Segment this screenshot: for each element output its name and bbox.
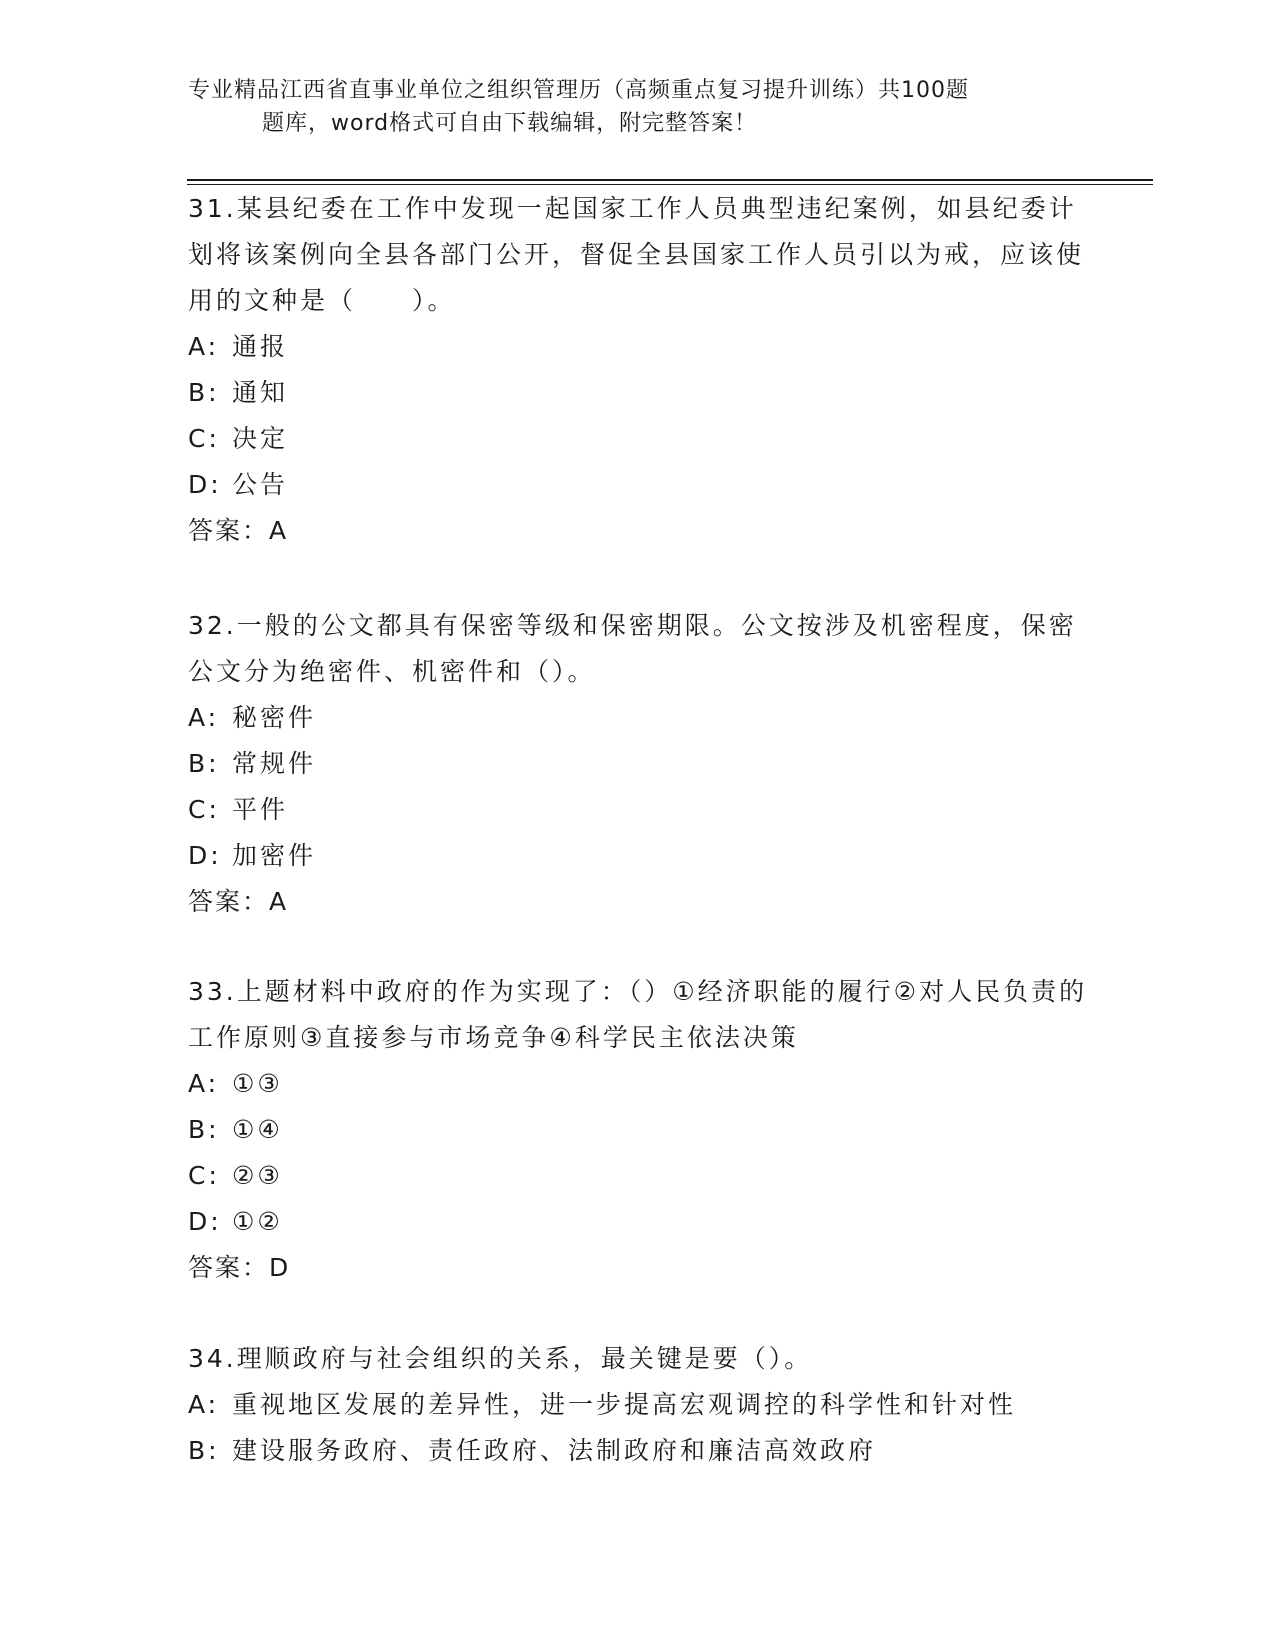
option-text: ①② xyxy=(232,1207,283,1236)
option-letter: A: xyxy=(188,1069,220,1098)
option-d xyxy=(188,1199,1088,1245)
option-letter: B: xyxy=(188,378,220,407)
option-text: ①③ xyxy=(232,1069,283,1098)
question-31 xyxy=(188,186,1088,554)
option-d xyxy=(188,833,1088,879)
option-c xyxy=(188,787,1088,833)
option-text: 通知 xyxy=(232,378,289,407)
option-a xyxy=(188,324,1088,370)
option-letter: A: xyxy=(188,332,220,361)
header-title-line2: 题库，word格式可自由下载编辑，附完整答案！ xyxy=(262,111,758,136)
option-letter: D: xyxy=(188,470,222,499)
option-letter: B: xyxy=(188,749,220,778)
header-title-line1: 专业精品江西省直事业单位之组织管理历（高频重点复习提升训练）共100题 xyxy=(188,78,969,103)
option-text: ①④ xyxy=(232,1115,283,1144)
option-text: 重视地区发展的差异性，进一步提高宏观调控的科学性和针对性 xyxy=(232,1390,1017,1419)
option-text: 秘密件 xyxy=(232,703,317,732)
option-text: 公告 xyxy=(232,470,289,499)
option-letter: A: xyxy=(188,1390,220,1419)
question-34 xyxy=(188,1336,1088,1474)
option-letter: C: xyxy=(188,795,220,824)
question-text: 34.理顺政府与社会组织的关系，最关键是要（）。 xyxy=(188,1344,813,1373)
option-b xyxy=(188,370,1088,416)
option-letter: C: xyxy=(188,1161,220,1190)
option-text: 平件 xyxy=(232,795,289,824)
option-text: ②③ xyxy=(232,1161,283,1190)
option-text: 常规件 xyxy=(232,749,317,778)
option-c xyxy=(188,1153,1088,1199)
option-b xyxy=(188,1428,1088,1474)
option-a xyxy=(188,1382,1088,1428)
header-divider-thin xyxy=(187,184,1153,185)
option-a xyxy=(188,695,1088,741)
option-letter: A: xyxy=(188,703,220,732)
option-text: 决定 xyxy=(232,424,289,453)
option-b xyxy=(188,741,1088,787)
question-text: 31.某县纪委在工作中发现一起国家工作人员典型违纪案例，如县纪委计划将该案例向全县各部门公开，督促全县国家工作人员引以为戒，应该使用的文种是（ ）。 xyxy=(188,194,1085,315)
document-header xyxy=(188,74,1088,140)
option-text: 通报 xyxy=(232,332,289,361)
answer-line: 答案：D xyxy=(188,1253,291,1282)
question-text: 33.上题材料中政府的作为实现了：（）①经济职能的履行②对人民负责的工作原则③直接参与市场竞争④科学民主依法决策 xyxy=(188,977,1088,1052)
option-letter: B: xyxy=(188,1436,220,1465)
option-letter: D: xyxy=(188,1207,222,1236)
question-text: 32.一般的公文都具有保密等级和保密期限。公文按涉及机密程度，保密公文分为绝密件、机密件和（）。 xyxy=(188,611,1077,686)
option-text: 建设服务政府、责任政府、法制政府和廉洁高效政府 xyxy=(232,1436,877,1465)
option-b xyxy=(188,1107,1088,1153)
option-letter: B: xyxy=(188,1115,220,1144)
answer-line: 答案：A xyxy=(188,887,289,916)
header-divider-thick xyxy=(187,179,1153,181)
option-letter: C: xyxy=(188,424,220,453)
option-d xyxy=(188,462,1088,508)
option-text: 加密件 xyxy=(232,841,317,870)
question-33 xyxy=(188,969,1088,1291)
answer-line: 答案：A xyxy=(188,516,289,545)
option-letter: D: xyxy=(188,841,222,870)
option-c xyxy=(188,416,1088,462)
question-32 xyxy=(188,603,1088,925)
option-a xyxy=(188,1061,1088,1107)
